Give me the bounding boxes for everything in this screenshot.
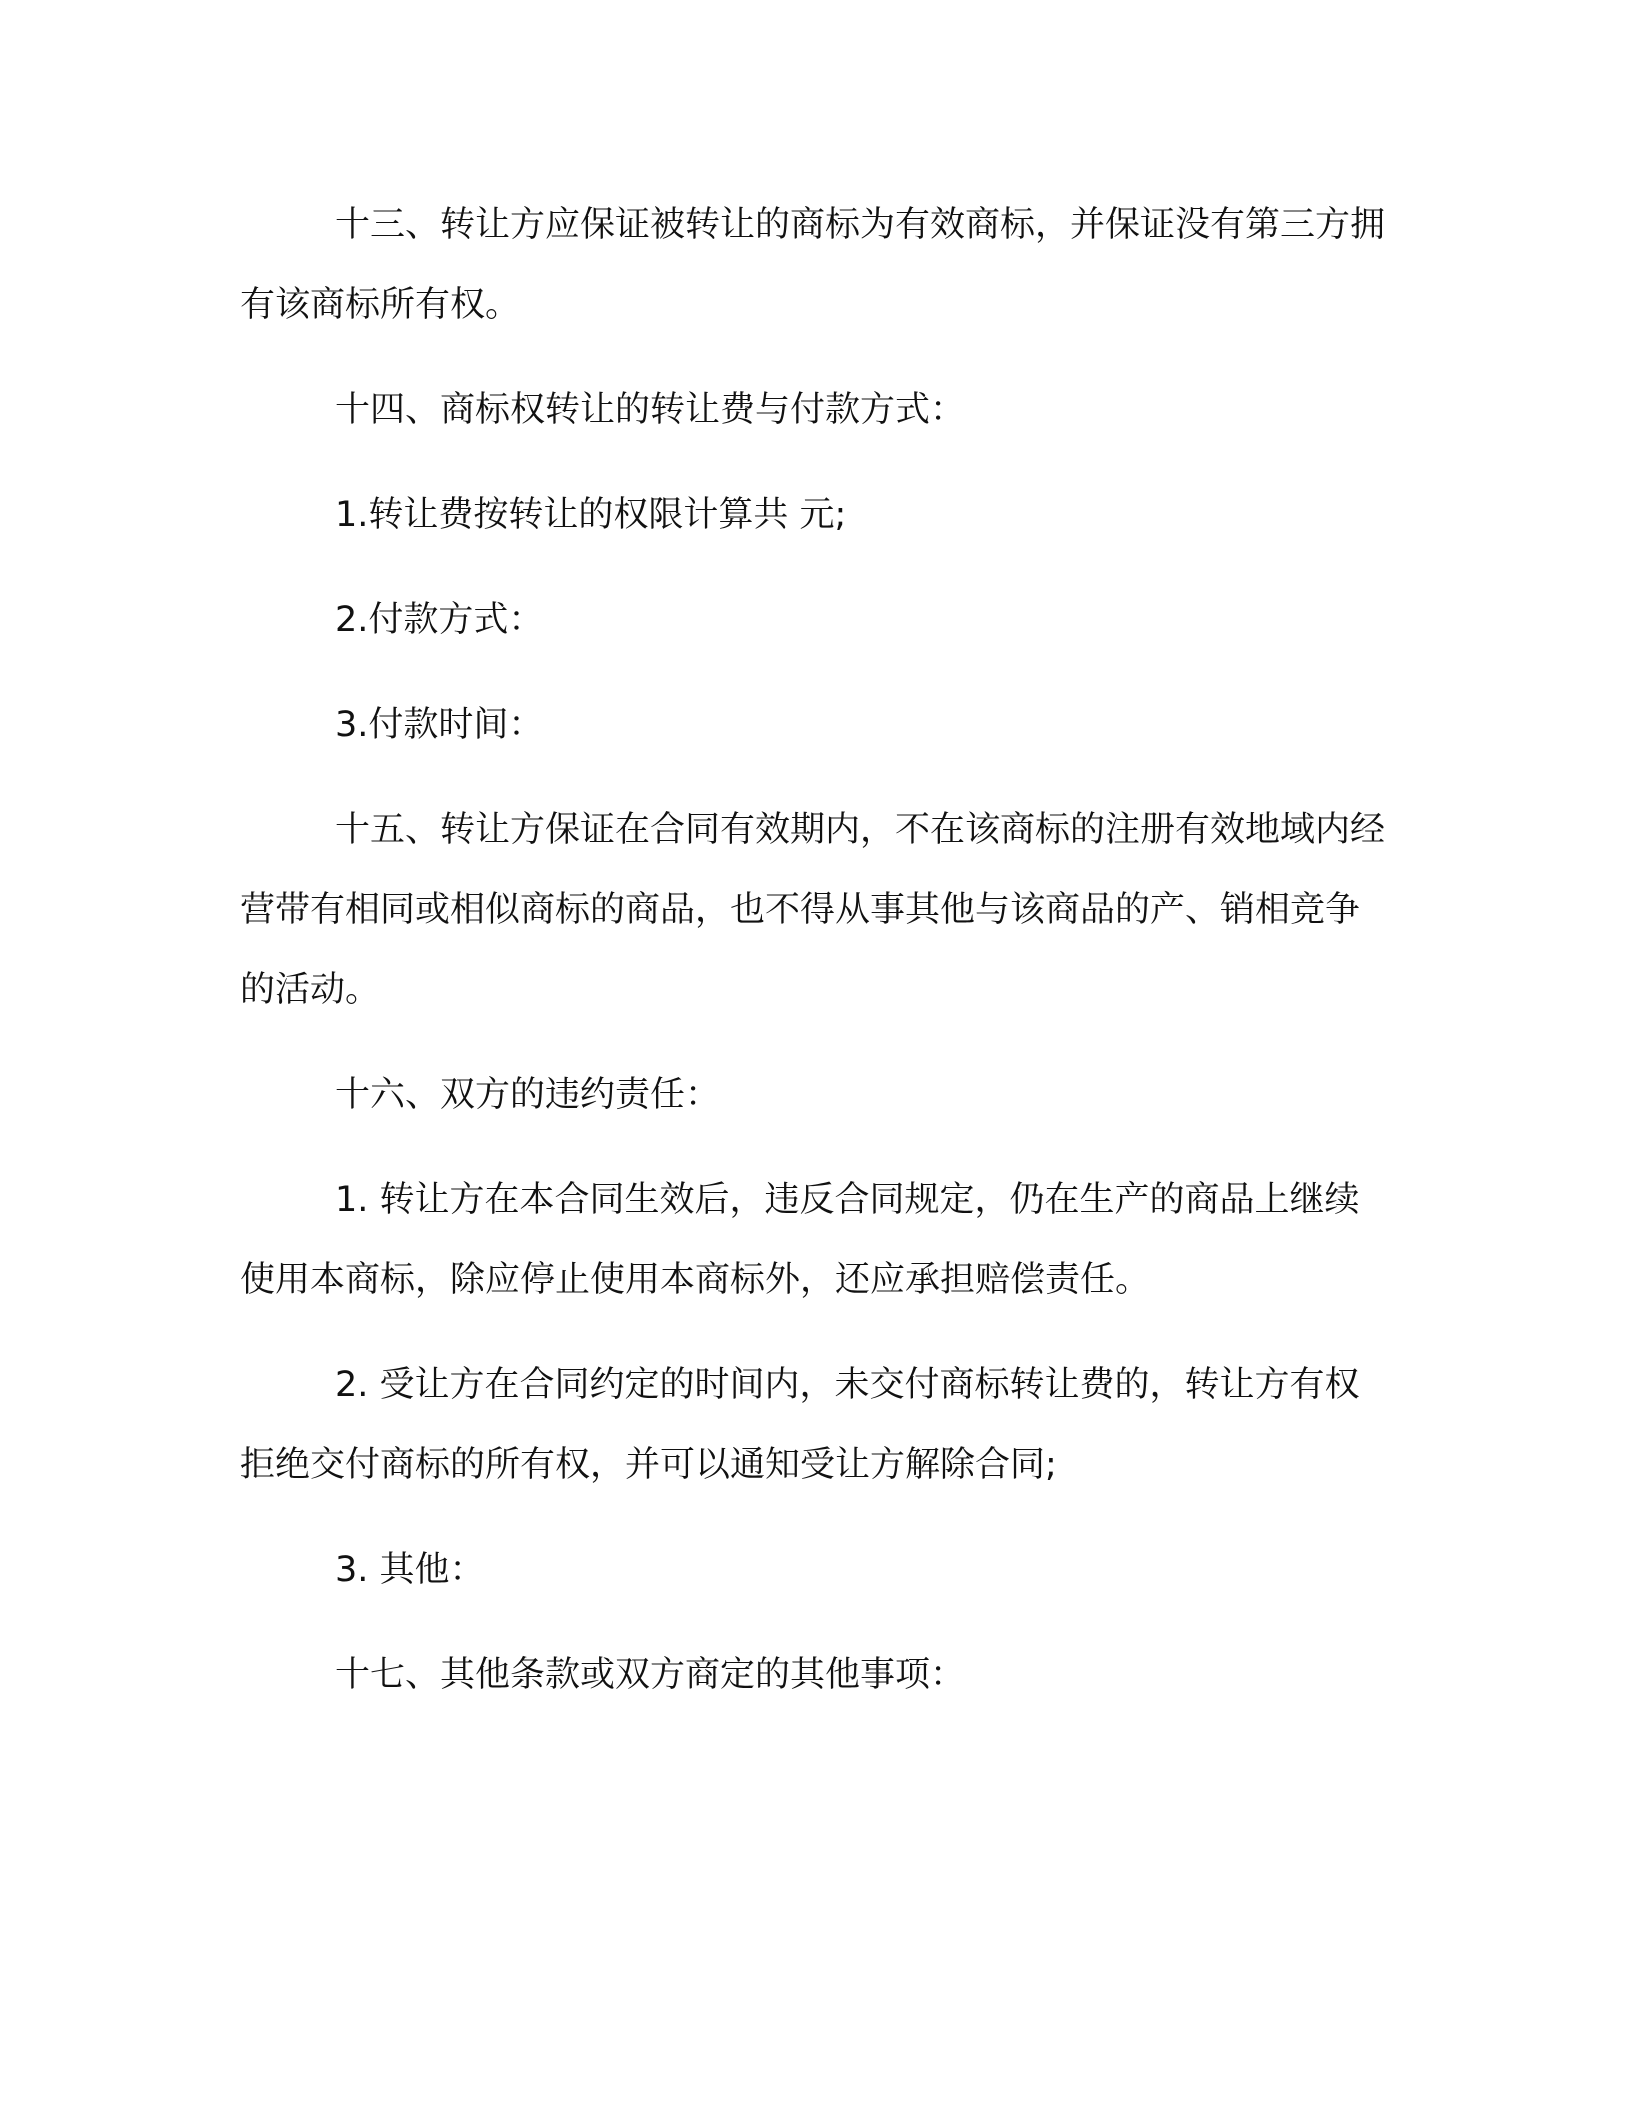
- clause-17: 十七、其他条款或双方商定的其他事项：: [335, 1655, 966, 1695]
- clause-16-item-1: 1. 转让方在本合同生效后，违反合同规定，仍在生产的商品上继续使用本商标，除应停止使用本商标外，还应承担赔偿责任。: [240, 1180, 1360, 1300]
- clause-16-item-3: 3. 其他：: [335, 1550, 485, 1590]
- clause-14-item-2: 2.付款方式：: [335, 600, 544, 640]
- clause-16-heading: 十六、双方的违约责任：: [335, 1075, 721, 1115]
- clause-14-item-1: 1.转让费按转让的权限计算共 元;: [335, 495, 847, 535]
- clause-15: 十五、转让方保证在合同有效期内，不在该商标的注册有效地域内经营带有相同或相似商标的商品，也不得从事其他与该商品的产、销相竞争的活动。: [240, 810, 1386, 1010]
- clause-14-heading: 十四、商标权转让的转让费与付款方式：: [335, 390, 966, 430]
- clause-14-item-3: 3.付款时间：: [335, 705, 544, 745]
- clause-16-item-2: 2. 受让方在合同约定的时间内，未交付商标转让费的，转让方有权拒绝交付商标的所有权，并可以通知受让方解除合同;: [240, 1365, 1360, 1485]
- document-body: [240, 185, 1390, 1740]
- clause-13: 十三、转让方应保证被转让的商标为有效商标，并保证没有第三方拥有该商标所有权。: [240, 205, 1386, 325]
